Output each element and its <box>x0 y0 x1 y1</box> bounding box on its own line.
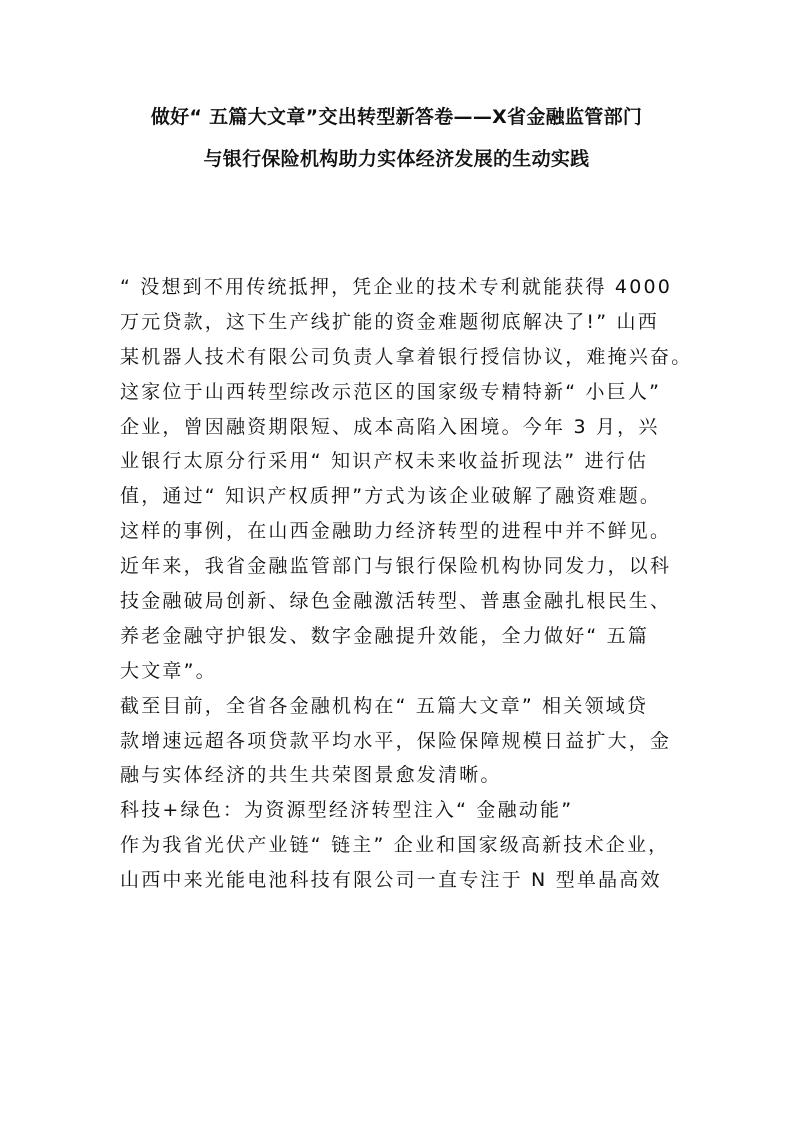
body-line: 某机器人技术有限公司负责人拿着银行授信协议，难掩兴奋。 <box>120 345 693 368</box>
body-line: 截至目前，全省各金融机构在“ 五篇大文章” 相关领域贷 <box>120 694 649 717</box>
body-line: 业银行太原分行采用“ 知识产权未来收益折现法” 进行估 <box>120 450 649 473</box>
body-line: 款增速远超各项贷款平均水平，保险保障规模日益扩大，金 <box>120 729 672 752</box>
body-line: 养老金融守护银发、数字金融提升效能，全力做好“ 五篇 <box>120 624 650 647</box>
body-line: 万元贷款，这下生产线扩能的资金难题彻底解决了!” 山西 <box>120 310 659 333</box>
document-title-line-2: 与银行保险机构助力实体经济发展的生动实践 <box>203 148 590 170</box>
body-line: 融与实体经济的共生共荣图景愈发清晰。 <box>120 764 502 787</box>
document-body <box>120 270 693 898</box>
body-line: 大文章”。 <box>120 659 217 682</box>
body-line: 这样的事例，在山西金融助力经济转型的进程中并不鲜见。 <box>120 520 672 543</box>
document-title-line-1: 做好“ 五篇大文章”交出转型新答卷——X省金融监管部门 <box>150 106 643 128</box>
section-heading: 科技+绿色：为资源型经济转型注入“ 金融动能” <box>120 799 574 822</box>
body-line: 值，通过“ 知识产权质押”方式为该企业破解了融资难题。 <box>120 485 662 508</box>
body-line: 山西中来光能电池科技有限公司一直专注于 N 型单晶高效 <box>120 869 662 892</box>
body-line: 这家位于山西转型综改示范区的国家级专精特新“ 小巨人” <box>120 380 662 403</box>
body-line: 作为我省光伏产业链“ 链主” 企业和国家级高新技术企业， <box>120 834 670 857</box>
body-line: “ 没想到不用传统抵押，凭企业的技术专利就能获得 4000 <box>120 276 673 298</box>
body-line: 企业，曾因融资期限短、成本高陷入困境。今年 3 月，兴 <box>120 415 660 438</box>
body-line: 技金融破局创新、绿色金融激活转型、普惠金融扎根民生、 <box>120 590 672 613</box>
body-line: 近年来，我省金融监管部门与银行保险机构协同发力，以科 <box>120 555 672 578</box>
